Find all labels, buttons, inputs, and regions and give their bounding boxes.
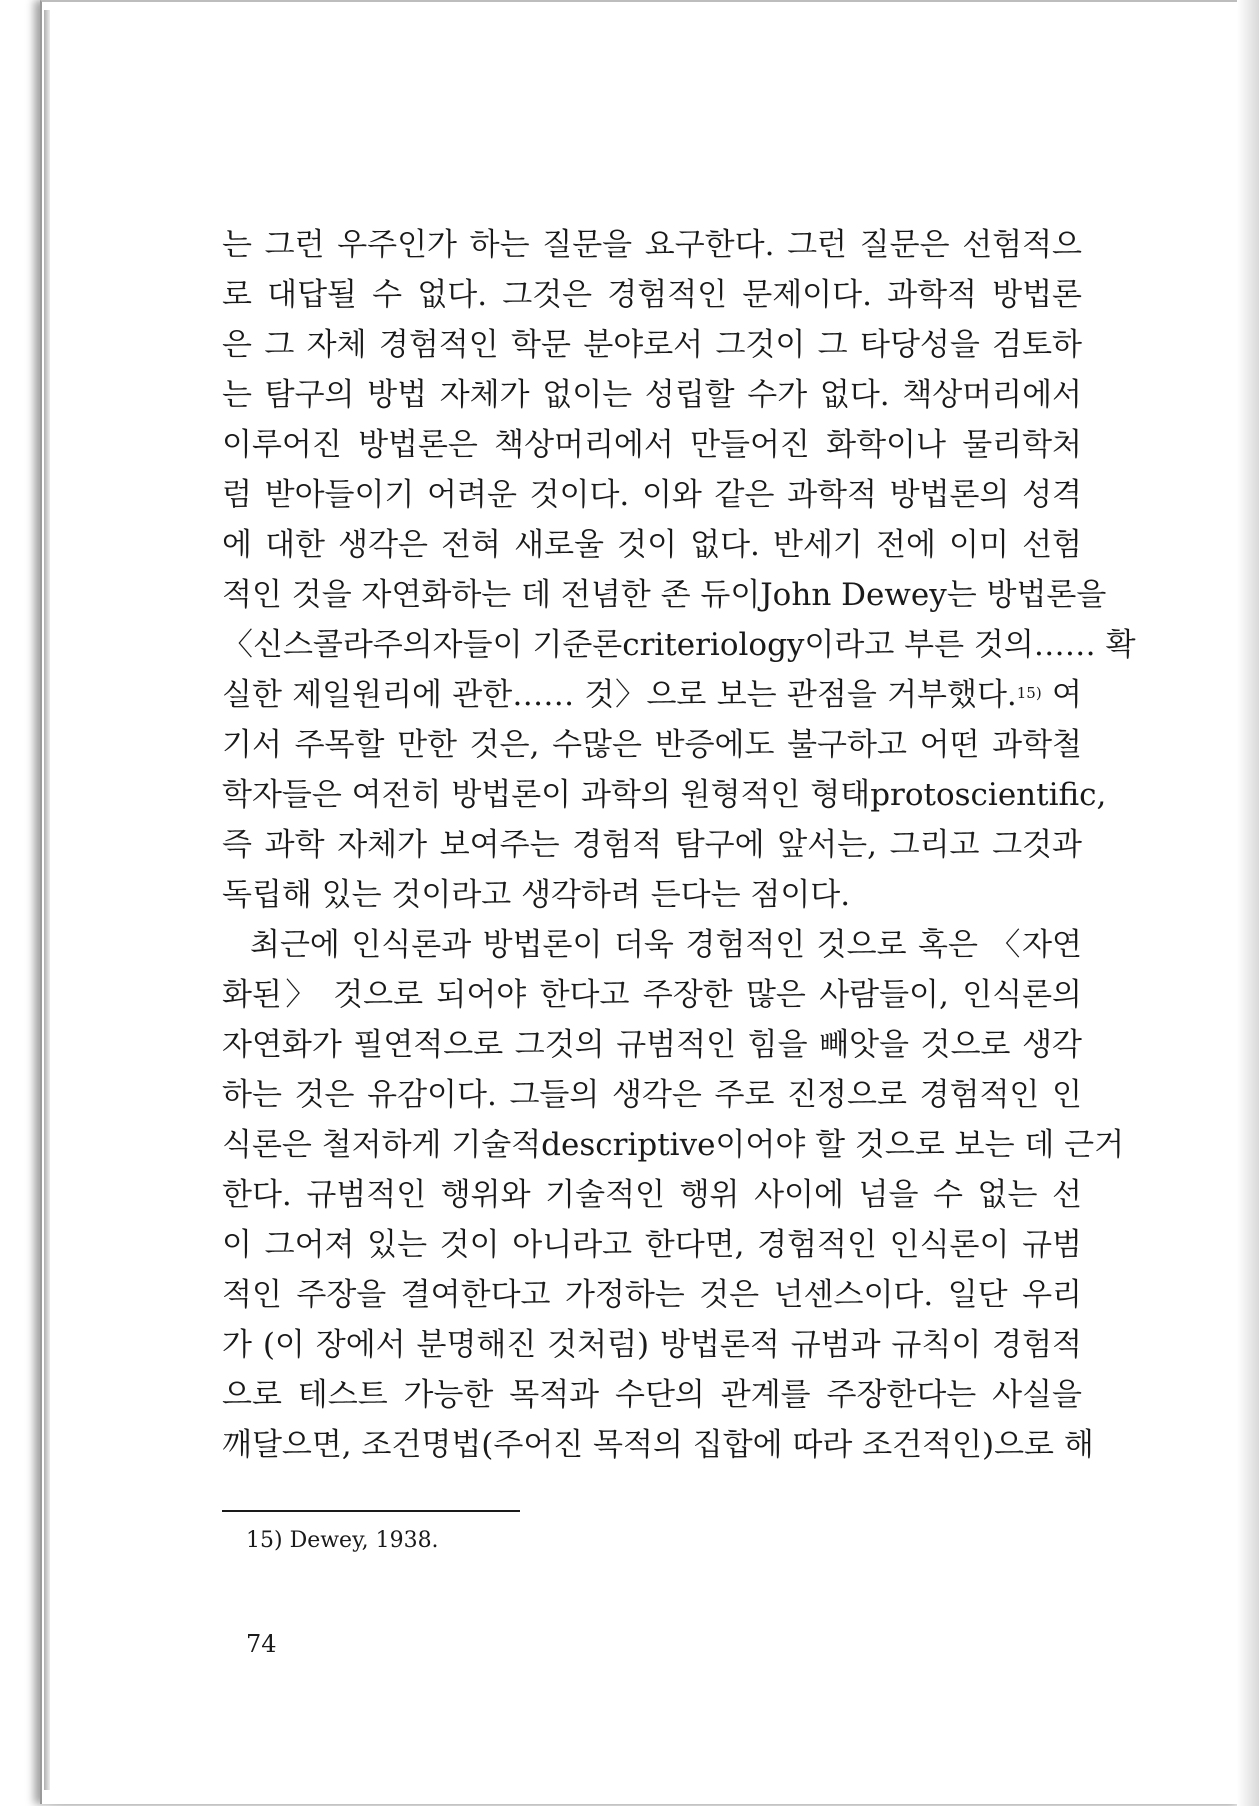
text-line-content: 한다. 규범적인 행위와 기술적인 행위 사이에 넘을 수 없는 선 — [222, 1177, 1082, 1213]
page-number: 74 — [246, 1630, 277, 1658]
text-line — [222, 1320, 1082, 1370]
text-line — [222, 970, 1082, 1020]
text-line — [222, 1220, 1082, 1270]
footnote-divider — [222, 1510, 520, 1512]
text-line — [222, 670, 1082, 720]
text-line-content: 이루어진 방법론은 책상머리에서 만들어진 화학이나 물리학처 — [222, 427, 1082, 463]
text-line-content: 는 그런 우주인가 하는 질문을 요구한다. 그런 질문은 선험적으 — [222, 227, 1082, 263]
text-line — [222, 570, 1107, 620]
body-text — [222, 220, 1136, 1470]
text-line — [222, 720, 1082, 770]
footnote: 15) Dewey, 1938. — [246, 1528, 439, 1553]
text-line — [222, 420, 1082, 470]
text-line-content: 실한 제일원리에 관한…… 것〉으로 보는 관점을 거부했다. — [222, 677, 1017, 713]
text-line-content: 기서 주목할 만한 것은, 수많은 반증에도 불구하고 어떤 과학철 — [222, 727, 1082, 763]
text-line — [222, 620, 1136, 670]
text-line — [222, 1270, 1082, 1320]
text-line — [222, 1120, 1125, 1170]
text-line — [222, 870, 1082, 920]
text-line-content: 하는 것은 유감이다. 그들의 생각은 주로 진정으로 경험적인 인 — [222, 1077, 1082, 1113]
text-line-content: 는 탐구의 방법 자체가 없이는 성립할 수가 없다. 책상머리에서 — [222, 377, 1082, 413]
text-line — [222, 1020, 1082, 1070]
text-line — [222, 1420, 1094, 1470]
text-line-content: 로 대답될 수 없다. 그것은 경험적인 문제이다. 과학적 방법론 — [222, 277, 1082, 313]
text-line — [222, 820, 1082, 870]
text-line — [222, 370, 1082, 420]
text-line-content: 으로 테스트 가능한 목적과 수단의 관계를 주장한다는 사실을 — [222, 1377, 1082, 1413]
text-line-content: 즉 과학 자체가 보여주는 경험적 탐구에 앞서는, 그리고 그것과 — [222, 827, 1082, 863]
text-line — [222, 1370, 1082, 1420]
page-right-edge — [1237, 0, 1259, 1806]
text-line-content: 화된〉 것으로 되어야 한다고 주장한 많은 사람들이, 인식론의 — [222, 977, 1082, 1013]
text-line — [222, 920, 1082, 970]
text-line-content: 학자들은 여전히 방법론이 과학의 원형적인 형태protoscientific, — [222, 777, 1107, 813]
text-line-content: 적인 주장을 결여한다고 가정하는 것은 넌센스이다. 일단 우리 — [222, 1277, 1082, 1313]
text-line — [222, 1170, 1082, 1220]
text-line — [222, 470, 1082, 520]
text-line-content: 자연화가 필연적으로 그것의 규범적인 힘을 빼앗을 것으로 생각 — [222, 1027, 1082, 1063]
text-line-content: 럼 받아들이기 어려운 것이다. 이와 같은 과학적 방법론의 성격 — [222, 477, 1082, 513]
text-line-content: 에 대한 생각은 전혀 새로울 것이 없다. 반세기 전에 이미 선험 — [222, 527, 1082, 563]
text-line — [222, 320, 1082, 370]
page-binding-edge — [44, 10, 50, 1790]
text-line-content: 〈신스콜라주의자들이 기준론criteriology이라고 부른 것의…… 확 — [222, 627, 1136, 663]
text-line-content: 적인 것을 자연화하는 데 전념한 존 듀이John Dewey는 방법론을 — [222, 577, 1107, 613]
footnote-ref: 15) — [1016, 684, 1042, 702]
text-line — [222, 770, 1107, 820]
text-line-content: 이 그어져 있는 것이 아니라고 한다면, 경험적인 인식론이 규범 — [222, 1227, 1082, 1263]
text-line-content: 가 (이 장에서 분명해진 것처럼) 방법론적 규범과 규칙이 경험적 — [222, 1327, 1082, 1363]
text-line-tail: 여 — [1041, 677, 1082, 713]
text-line — [222, 520, 1082, 570]
text-line-content: 식론은 철저하게 기술적descriptive이어야 할 것으로 보는 데 근거 — [222, 1127, 1125, 1163]
text-line-content: 은 그 자체 경험적인 학문 분야로서 그것이 그 타당성을 검토하 — [222, 327, 1082, 363]
text-line — [222, 270, 1082, 320]
text-line — [222, 1070, 1082, 1120]
text-line-content: 최근에 인식론과 방법론이 더욱 경험적인 것으로 혹은 〈자연 — [250, 927, 1082, 963]
text-line-content: 독립해 있는 것이라고 생각하려 든다는 점이다. — [222, 877, 851, 913]
text-line — [222, 220, 1082, 270]
text-line-content: 깨달으면, 조건명법(주어진 목적의 집합에 따라 조건적인)으로 해 — [222, 1427, 1094, 1463]
